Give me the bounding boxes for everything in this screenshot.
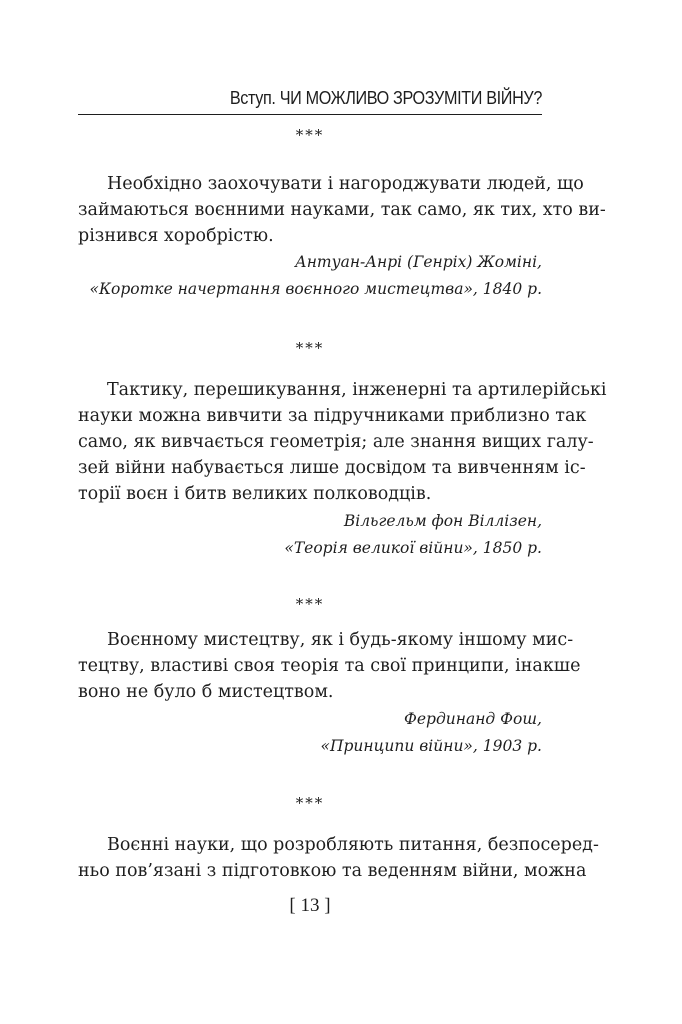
text-line: займаються воєнними науками, так само, як тих, хто ви- — [78, 200, 606, 220]
attribution-author: Антуан-Анрі (Генріх) Жоміні, — [294, 253, 542, 271]
quote-paragraph — [78, 627, 581, 705]
text-line: зей війни набувається лише досвідом та вивченням іс- — [78, 458, 586, 478]
attribution-author: Вільгельм фон Віллізен, — [343, 512, 542, 530]
text-line: науки можна вивчити за підручниками приблизно так — [78, 406, 587, 426]
text-line: Воєнні науки, що розробляють питання, безпосеред- — [107, 835, 599, 855]
text-line: ньо пов’язані з підготовкою та веденням війни, можна — [78, 861, 587, 881]
attribution-author: Фердинанд Фош, — [404, 710, 542, 728]
text-line: воно не було б мистецтвом. — [78, 682, 334, 702]
section-separator: *** — [295, 126, 325, 144]
section-separator: *** — [295, 595, 325, 613]
section-separator: *** — [295, 339, 325, 357]
text-line: Необхідно заохочувати і нагороджувати людей, що — [107, 174, 584, 194]
text-line: само, як вивчається геометрія; але знання вищих галу- — [78, 432, 594, 452]
attribution — [284, 508, 542, 562]
quote-paragraph — [78, 171, 606, 249]
quote-paragraph — [78, 377, 607, 507]
text-line: торії воєн і битв великих полководців. — [78, 484, 432, 504]
text-line: Тактику, перешикування, інженерні та артилерійські — [107, 380, 607, 400]
attribution-source: «Принципи війни», 1903 р. — [320, 737, 542, 755]
running-head: Вступ. ЧИ МОЖЛИВО ЗРОЗУМІТИ ВІЙНУ? — [229, 88, 542, 108]
text-line: різнився хоробрістю. — [78, 226, 274, 246]
attribution-source: «Коротке начертання воєнного мистецтва», 1840 р. — [89, 280, 542, 298]
page-number: [ 13 ] — [289, 895, 331, 916]
section-separator: *** — [295, 794, 325, 812]
attribution-source: «Теорія великої війни», 1850 р. — [284, 539, 542, 557]
header-rule — [78, 114, 542, 115]
text-line: Воєнному мистецтву, як і будь-якому іншому мис- — [107, 630, 574, 650]
text-line: тецтву, властиві своя теорія та свої принципи, інакше — [78, 656, 581, 676]
quote-paragraph — [78, 832, 599, 884]
attribution — [90, 249, 542, 303]
attribution — [320, 706, 542, 760]
